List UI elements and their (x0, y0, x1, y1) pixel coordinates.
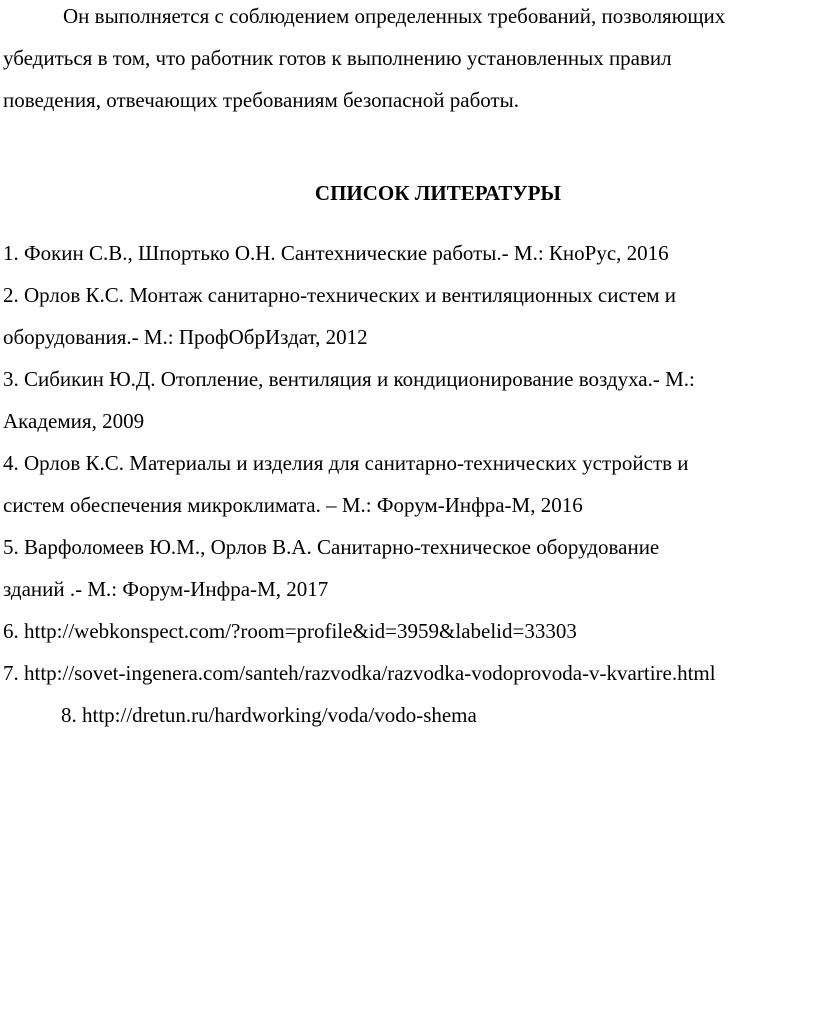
body-paragraph (3, 0, 813, 121)
reference-line: 8. http://dretun.ru/hardworking/voda/vodo-shema (61, 703, 477, 727)
references-list (3, 232, 813, 736)
paragraph-line: Он выполняется с соблюдением определенных требований, позволяющих (63, 4, 726, 28)
reference-line: 4. Орлов К.С. Материалы и изделия для санитарно-технических устройств и (3, 451, 689, 475)
reference-line: систем обеспечения микроклимата. – М.: Форум-Инфра-М, 2016 (3, 493, 583, 517)
reference-line: 5. Варфоломеев Ю.М., Орлов В.А. Санитарно-техническое оборудование (3, 535, 660, 559)
reference-line: 7. http://sovet-ingenera.com/santeh/razvodka/razvodka-vodoprovoda-v-kvartire.html (3, 661, 716, 685)
reference-line: оборудования.- М.: ПрофОбрИздат, 2012 (3, 325, 368, 349)
references-heading: СПИСОК ЛИТЕРАТУРЫ (314, 181, 562, 205)
reference-line: 1. Фокин С.В., Шпортько О.Н. Сантехнические работы.- М.: КноРус, 2016 (3, 241, 669, 265)
paragraph-line: убедиться в том, что работник готов к выполнению установленных правил (3, 46, 672, 70)
reference-line: 6. http://webkonspect.com/?room=profile&id=3959&labelid=33303 (3, 619, 577, 643)
paragraph-line: поведения, отвечающих требованиям безопасной работы. (3, 88, 520, 112)
reference-line: 3. Сибикин Ю.Д. Отопление, вентиляция и кондиционирование воздуха.- М.: (3, 367, 695, 391)
reference-line: 2. Орлов К.С. Монтаж санитарно-технических и вентиляционных систем и (3, 283, 677, 307)
reference-line: Академия, 2009 (3, 409, 145, 433)
reference-line: зданий .- М.: Форум-Инфра-М, 2017 (3, 577, 329, 601)
